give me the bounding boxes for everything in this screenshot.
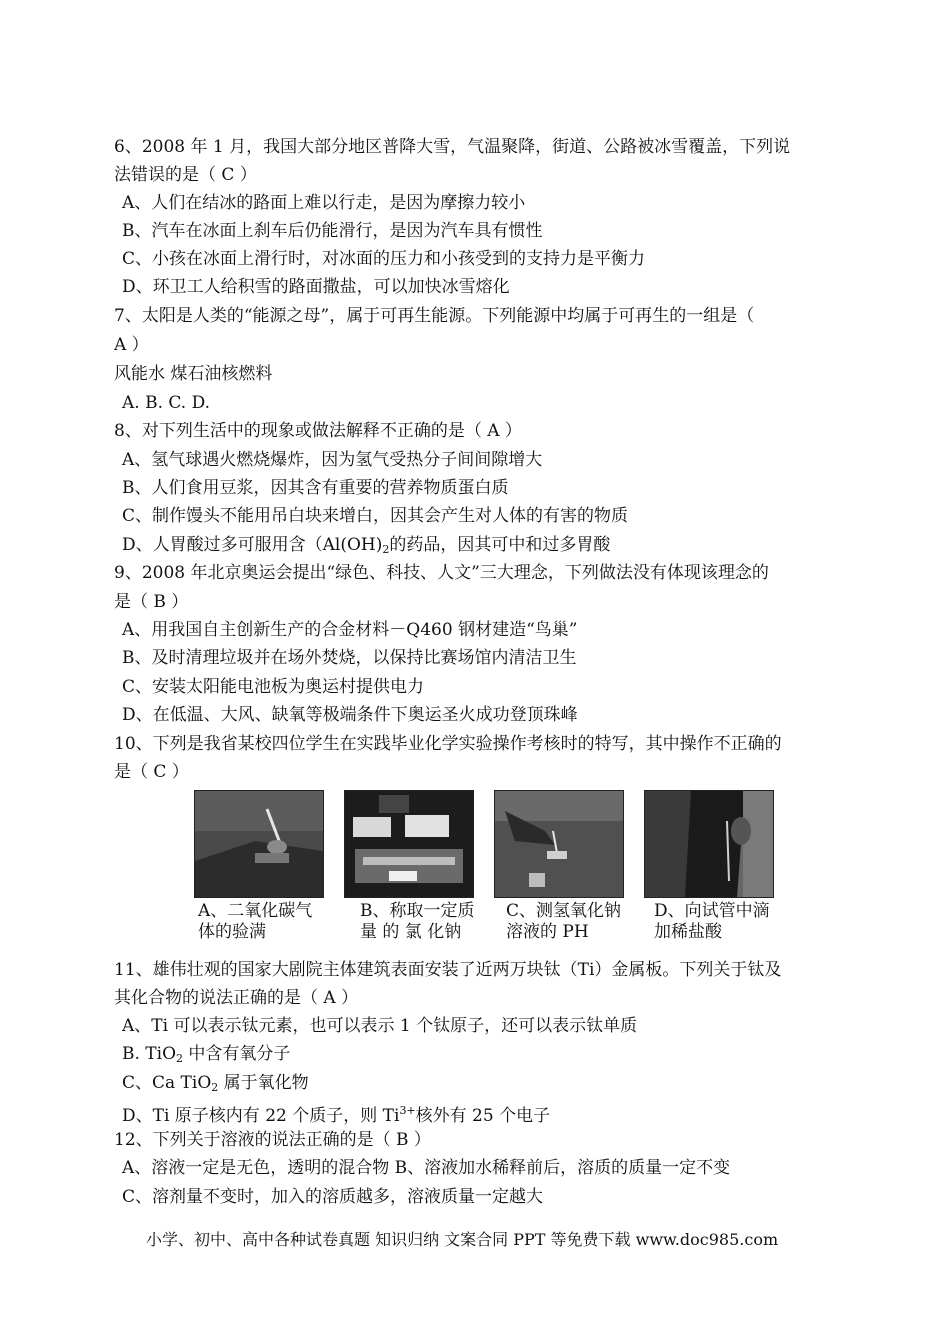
photo-d-dropping-acid (644, 790, 774, 898)
q7-stem-line2: A ） (114, 335, 149, 355)
q7-options: A. B. C. D. (122, 393, 211, 413)
q6-option-d: D、环卫工人给积雪的路面撒盐，可以加快冰雪熔化 (122, 277, 510, 297)
q12-option-ab: A、溶液一定是无色，透明的混合物 B、溶液加水稀释前后，溶质的质量一定不变 (122, 1158, 731, 1178)
caption-c: C、测氢氧化钠溶液的 PH (506, 901, 622, 942)
q10-stem-line1: 10、下列是我省某校四位学生在实践毕业化学实验操作考核时的特写，其中操作不正确的 (114, 734, 782, 754)
photo-c-ph-test (494, 790, 624, 898)
q12-option-c: C、溶剂量不变时，加入的溶质越多，溶液质量一定越大 (122, 1187, 544, 1207)
q11-option-b: B. TiO$_2$ 中含有氧分子 (122, 1044, 291, 1065)
q11-option-c: C、Ca TiO$_2$ 属于氧化物 (122, 1073, 309, 1094)
q8-option-a: A、氢气球遇火燃烧爆炸，因为氢气受热分子间间隙增大 (122, 450, 543, 470)
q8-option-b: B、人们食用豆浆，因其含有重要的营养物质蛋白质 (122, 478, 509, 498)
q6-option-b: B、汽车在冰面上刹车后仍能滑行，是因为汽车具有惯性 (122, 221, 543, 241)
q8-option-c: C、制作馒头不能用吊白块来增白，因其会产生对人体的有害的物质 (122, 506, 629, 526)
q10-stem-line2: 是（ C ） (114, 762, 189, 782)
q9-stem-line2: 是（ B ） (114, 592, 189, 612)
q11-stem-line2: 其化合物的说法正确的是（ A ） (114, 988, 359, 1008)
q11-stem-line1: 11、雄伟壮观的国家大剧院主体建筑表面安装了近两万块钛（Ti）金属板。下列关于钛及 (114, 960, 782, 980)
q12-stem: 12、下列关于溶液的说法正确的是（ B ） (114, 1130, 431, 1150)
q6-stem-line1: 6、2008 年 1 月，我国大部分地区普降大雪，气温聚降，街道、公路被冰雪覆盖，下列说 (114, 137, 791, 157)
q9-option-c: C、安装太阳能电池板为奥运村提供电力 (122, 677, 425, 697)
caption-b: B、称取一定质 量 的 氯 化钠 (360, 901, 475, 942)
q7-items: 风能水 煤石油核燃料 (114, 364, 273, 384)
q6-stem-line2: 法错误的是（ C ） (114, 165, 257, 185)
q9-option-b: B、及时清理垃圾并在场外焚烧，以保持比赛场馆内清洁卫生 (122, 648, 577, 668)
q11-option-a: A、Ti 可以表示钛元素，也可以表示 1 个钛原子，还可以表示钛单质 (122, 1016, 638, 1036)
q9-option-a: A、用我国自主创新生产的合金材料－Q460 钢材建造“鸟巢” (122, 620, 578, 640)
q8-stem: 8、对下列生活中的现象或做法解释不正确的是（ A ） (114, 421, 522, 441)
caption-d: D、向试管中滴加稀盐酸 (654, 901, 770, 942)
footer-ad: 小学、初中、高中各种试卷真题 知识归纳 文案合同 PPT 等免费下载 www.doc985.com (146, 1230, 779, 1249)
q11-option-d: D、Ti 原子核内有 22 个质子，则 $Ti^{3+}$核外有 25 个电子 (122, 1104, 551, 1126)
q8-option-d: D、人胃酸过多可服用含（$Al(OH)_2$的药品，因其可中和过多胃酸 (122, 535, 611, 556)
caption-a: A、二氧化碳气体的验满 (198, 901, 313, 942)
q6-option-c: C、小孩在冰面上滑行时，对冰面的压力和小孩受到的支持力是平衡力 (122, 249, 646, 269)
q6-option-a: A、人们在结冰的路面上难以行走，是因为摩擦力较小 (122, 193, 526, 213)
q9-option-d: D、在低温、大风、缺氧等极端条件下奥运圣火成功登顶珠峰 (122, 705, 578, 725)
q7-stem-line1: 7、太阳是人类的“能源之母”，属于可再生能源。下列能源中均属于可再生的一组是（ (114, 306, 755, 326)
photo-a-co2-test (194, 790, 324, 898)
photo-b-weighing (344, 790, 474, 898)
q9-stem-line1: 9、2008 年北京奥运会提出“绿色、科技、人文”三大理念，下列做法没有体现该理念的 (114, 563, 769, 583)
